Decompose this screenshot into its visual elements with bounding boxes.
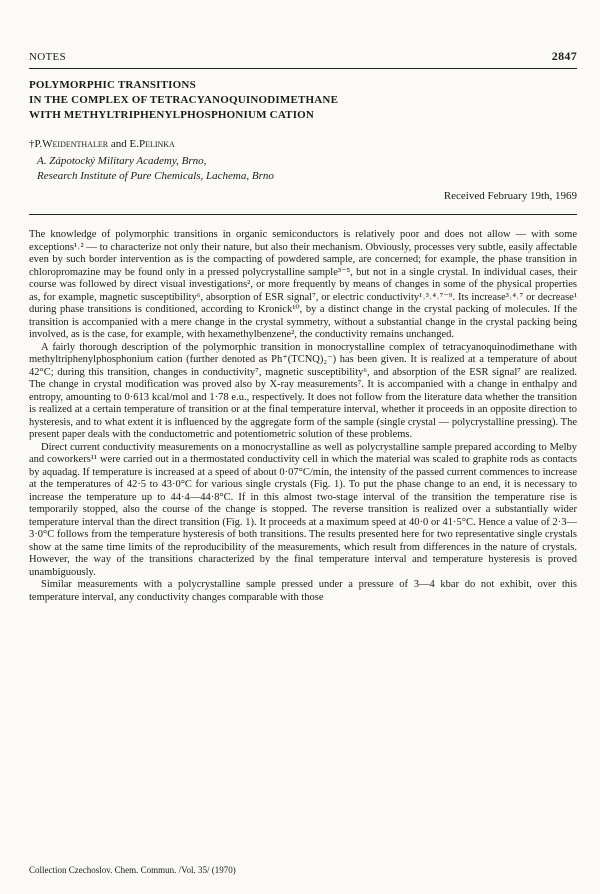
author-conjunction: and bbox=[108, 138, 130, 150]
author-name: †P.Weidenthaler bbox=[29, 138, 109, 150]
divider bbox=[29, 214, 577, 215]
received-date: Received February 19th, 1969 bbox=[443, 190, 577, 202]
body-paragraph: The knowledge of polymorphic transitions in organic semiconductors is relatively poor and does not allow — with some exceptions¹˒² — to characterize not only their nature, but also their mechanism. Obviously, processes very subtle, easily affectable even by such border intervention as is the compacting of powdered sample, are concerned; for example, the phase transition in chloropromazine may be found only in a pressed polycrystalline sample³⁻⁵, but not in a single crystal. In individual cases, their course was followed by direct visual investigations², or more frequently by means of changes in some of the physical properties as, for example, magnetic susceptibility⁶, absorption of ESR signal⁷, or electric conductivity¹˒³˒⁴˒⁷⁻⁹. Its increase³˒⁴˒⁷ or decrease¹ during phase transitions is conditioned, according to Kronick¹⁰, by a distinct change in the crystal packing of molecules. If the transition is accompanied with a mere change in the crystal symmetry, without a substantial change in the crystal packing being involved, as is the case, for example, with hexamethylbenzene², the conductivity remains unchanged. bbox=[29, 229, 577, 340]
article-body bbox=[29, 229, 577, 604]
body-paragraph: Similar measurements with a polycrystalline sample pressed under a pressure of 3—4 kbar do not exhibit, over this temperature interval, any conductivity changes comparable with those bbox=[29, 579, 577, 603]
page-number: 2847 bbox=[551, 49, 577, 63]
affiliation-line: Research Institute of Pure Chemicals, Lachema, Brno bbox=[37, 170, 274, 182]
title-line: WITH METHYLTRIPHENYLPHOSPHONIUM CATION bbox=[29, 109, 315, 121]
title-line: IN THE COMPLEX OF TETRACYANOQUINODIMETHANE bbox=[29, 94, 339, 106]
title-line: POLYMORPHIC TRANSITIONS bbox=[29, 79, 196, 91]
article-title bbox=[29, 78, 577, 123]
section-label: NOTES bbox=[29, 51, 66, 63]
author-name: E.Pelinka bbox=[129, 138, 175, 150]
affiliation-line: A. Zápotocký Military Academy, Brno, bbox=[37, 155, 207, 167]
authors bbox=[29, 138, 175, 150]
affiliations bbox=[37, 154, 274, 184]
running-header bbox=[29, 48, 577, 69]
body-paragraph: A fairly thorough description of the polymorphic transition in monocrystalline complex of tetracyanoquinodimethane with methyltriphenylphosphonium cation (further denoted as Ph⁺(TCNQ)₂⁻) has been given. It is realized at a temperature of about 42°C; during this transition, changes in conductivity⁷, magnetic susceptibility⁶, and absorption of the ESR signal⁷ are realized. The change in crystal modification was proved also by X-ray measurements⁷. It is accompanied with a change in enthalpy and entropy, amounting to 0·613 kcal/mol and 1·78 e.u., respectively. It does not follow from the literature data whether the transition is realized at a certain temperature of transition or at the final temperature interval, whether it proceeds in an opposite direction to hysteresis, and to what extent it is influenced by the aggregate form of the sample (single crystal — polycrystalline pressing). The present paper deals with the conductometric and potentiometric solution of these problems. bbox=[29, 341, 577, 440]
journal-footer: Collection Czechoslov. Chem. Commun. /Vol. 35/ (1970) bbox=[29, 865, 236, 875]
body-paragraph: Direct current conductivity measurements on a monocrystalline as well as polycrystalline sample prepared according to Melby and coworkers¹¹ were carried out in a thermostated conductivity cell in which the material was scaled to graphite rods as contacts by aquadag. If temperature is increased at a speed of about 0·07°C/min, the intensity of the passed current commences to increase at the temperatures of 42·5 to 43·0°C for various single crystals (Fig. 1). To put the phase change to an end, it is necessary to increase the temperature up to 44·4—44·8°C. If in this almost two-stage interval of the transition the temperature rise is temporarily stopped, also the course of the change is stopped. The reverse transition is realized over a substantially wider temperature interval than the direct transition (Fig. 1). It proceeds at a maximum speed at 40·0 or 41·5°C. Hence a value of 2·3—3·0°C follows from the temperature hysteresis of both transitions. The results presented here for two representative single crystals show at the same time limits of the reproducibility of the measurements, which result from differences in the nature of crystals. However, the way of the transitions characterized by the final temperature interval and temperature hysteresis is proved unambiguously. bbox=[29, 441, 577, 578]
